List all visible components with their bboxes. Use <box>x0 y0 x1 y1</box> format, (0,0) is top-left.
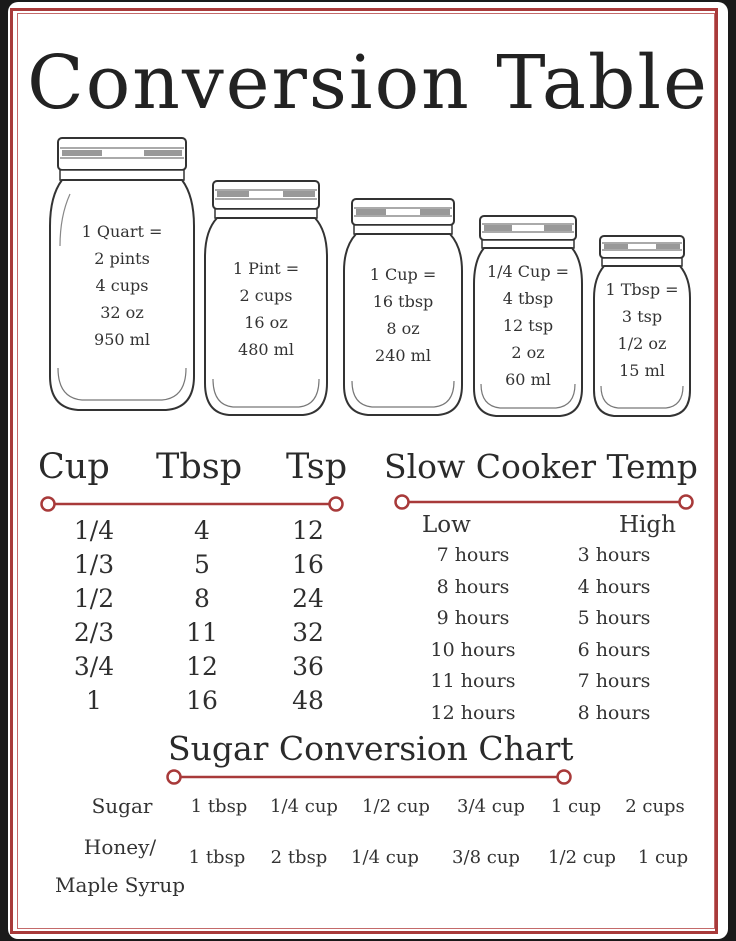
high-hours: 7 hours <box>577 670 651 693</box>
low-hours: 10 hours <box>430 638 516 661</box>
jar-line: 3 tsp <box>621 307 663 326</box>
low-hours: 12 hours <box>430 701 516 724</box>
cup-value: 1/4 <box>73 516 115 545</box>
low-hours: 7 hours <box>436 544 510 566</box>
low-hours: 9 hours <box>436 607 510 630</box>
cup-value: 2/3 <box>73 618 115 647</box>
jar-line: 480 ml <box>238 340 294 359</box>
jar-line: 1 Pint = <box>232 259 300 278</box>
low-label: Low <box>422 512 471 538</box>
cup-column <box>54 514 134 718</box>
jar-pint <box>203 179 329 419</box>
cup-value: 1/2 <box>73 584 115 613</box>
tsp-value: 32 <box>292 618 324 647</box>
jar-line: 2 cups <box>239 286 293 305</box>
jar-line: 2 oz <box>511 343 545 362</box>
sugar-divider <box>166 767 574 787</box>
honey-label: Honey/ <box>83 835 157 859</box>
sugar-value: 1/4 cup <box>270 796 338 817</box>
tbsp-value: 5 <box>194 550 210 579</box>
jar-cup <box>342 197 464 419</box>
cup-value: 1 <box>86 686 102 715</box>
tbsp-value: 8 <box>194 584 210 613</box>
jar-quart <box>48 136 196 416</box>
high-hours: 8 hours <box>577 701 651 724</box>
sugar-value: 1/2 cup <box>362 796 430 817</box>
jar-line: 32 oz <box>100 303 144 322</box>
slow-cooker-heading: Slow Cooker Temp <box>384 447 698 486</box>
tsp-value: 12 <box>292 516 324 545</box>
jar-quarter-cup <box>472 214 584 420</box>
cup-value: 1/3 <box>73 550 115 579</box>
sugar-value: 1 cup <box>550 796 602 817</box>
high-hours-column <box>562 540 666 730</box>
sugar-value: 3/4 cup <box>457 796 525 817</box>
tsp-value: 24 <box>292 584 324 613</box>
jar-line: 60 ml <box>505 370 551 389</box>
low-hours: 11 hours <box>430 670 516 693</box>
tbsp-value: 11 <box>186 618 218 647</box>
jar-line: 1/4 Cup = <box>486 262 570 281</box>
tbsp-heading: Tbsp <box>156 447 243 487</box>
honey-value: 1 tbsp <box>188 847 246 868</box>
cup-value: 3/4 <box>73 652 115 681</box>
jar-line: 4 cups <box>95 276 149 295</box>
low-hours: 8 hours <box>436 575 510 598</box>
slow-cooker-divider <box>394 492 696 512</box>
jar-line: 16 oz <box>244 313 288 332</box>
honey-value: 1/4 cup <box>351 847 419 868</box>
jar-line: 12 tsp <box>502 316 554 335</box>
high-hours: 4 hours <box>577 575 651 598</box>
tsp-value: 48 <box>292 686 324 715</box>
honey-value: 3/8 cup <box>452 847 520 868</box>
jar-line: 8 oz <box>386 319 420 338</box>
cup-heading: Cup <box>38 447 110 487</box>
tsp-column <box>272 514 344 718</box>
jar-line: 15 ml <box>619 361 665 380</box>
tbsp-value: 12 <box>186 652 218 681</box>
jar-tablespoon <box>592 234 692 420</box>
tsp-value: 16 <box>292 550 324 579</box>
jar-line: 16 tbsp <box>372 292 434 311</box>
jar-line: 1 Tbsp = <box>605 280 679 299</box>
jar-line: 2 pints <box>94 249 150 268</box>
honey-row-label <box>40 828 200 904</box>
high-hours: 6 hours <box>577 638 651 661</box>
honey-value: 1 cup <box>637 847 689 868</box>
high-label: High <box>619 512 676 538</box>
page-title: Conversion Table <box>27 40 709 126</box>
sugar-value: 2 cups <box>625 796 685 817</box>
high-hours: 5 hours <box>577 607 651 630</box>
sugar-value: 1 tbsp <box>190 796 248 817</box>
tbsp-value: 16 <box>186 686 218 715</box>
jar-line: 950 ml <box>94 330 150 349</box>
low-hours-column <box>418 540 528 730</box>
honey-value: 1/2 cup <box>548 847 616 868</box>
high-hours: 3 hours <box>577 544 651 566</box>
honey-value: 2 tbsp <box>270 847 328 868</box>
maple-syrup-label: Maple Syrup <box>54 873 186 897</box>
jar-line: 1 Quart = <box>81 222 163 241</box>
jar-line: 1/2 oz <box>617 334 667 353</box>
tbsp-value: 4 <box>194 516 210 545</box>
sugar-row-label: Sugar <box>91 794 153 818</box>
tsp-value: 36 <box>292 652 324 681</box>
jar-line: 4 tbsp <box>502 289 554 308</box>
tbsp-column <box>166 514 238 718</box>
tsp-heading: Tsp <box>286 447 348 487</box>
cup-table-divider <box>40 494 346 514</box>
jar-line: 1 Cup = <box>369 265 437 284</box>
sugar-heading: Sugar Conversion Chart <box>168 729 574 768</box>
jar-line: 240 ml <box>375 346 431 365</box>
